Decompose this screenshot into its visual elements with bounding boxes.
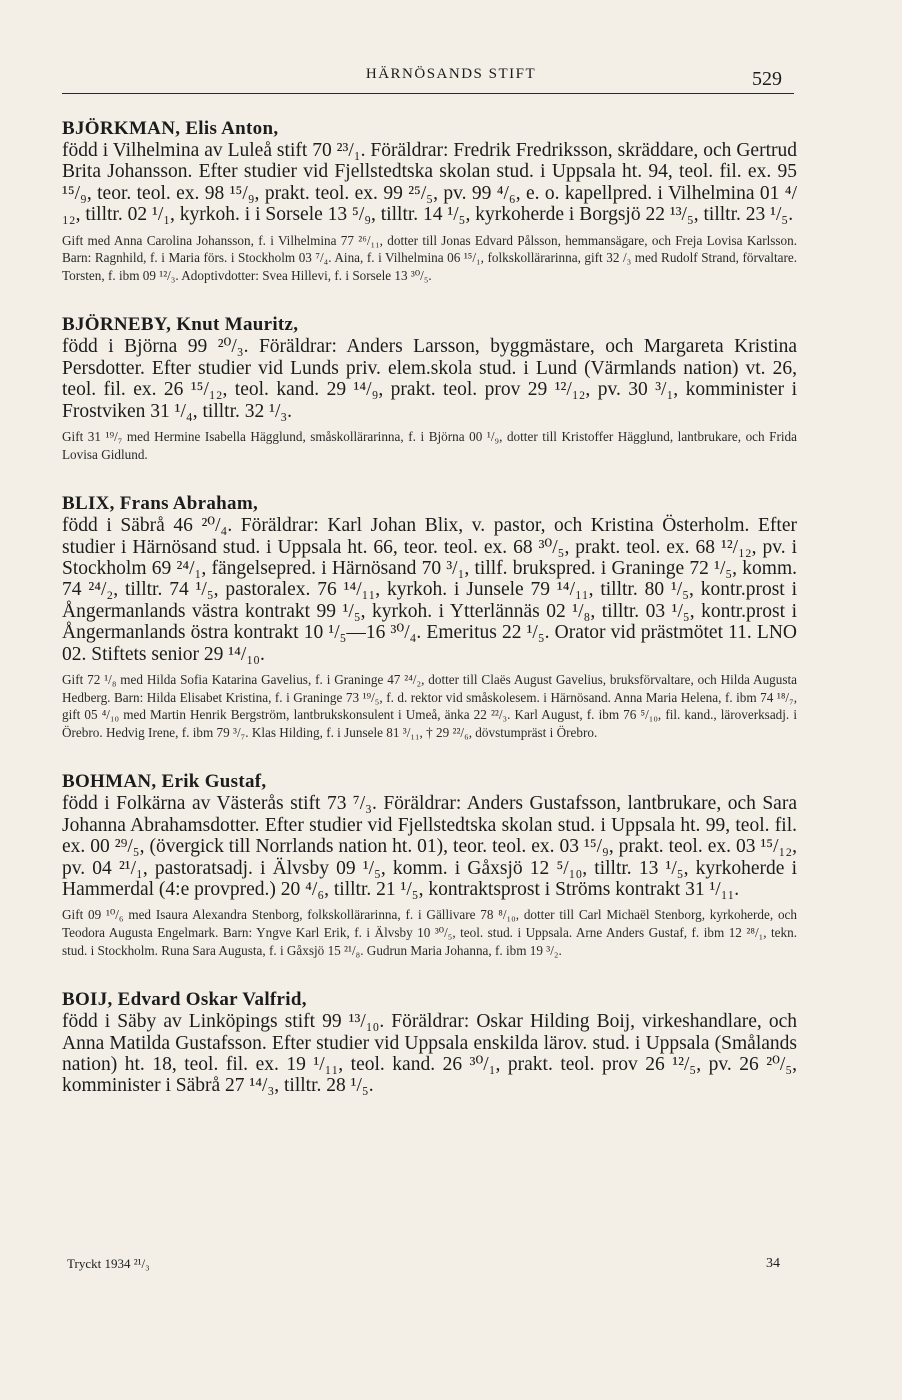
entry-biography: född i Säby av Linköpings stift 99 ¹³/₁₀. Föräldrar: Oskar Hilding Boij, virkeshandlare, och Anna Matilda Gustafsson. Efter studier vid Uppsala enskilda lärov. stud. i Uppsala (Smålands nation) ht. 18, teol. fil. ex. 19 ¹/₁₁, teol. kand. 26 ³⁰/₁, prakt. teol. prov 26 ¹²/₅, pv. 26 ²⁰/₅, komminister i Säbrå 27 ¹⁴/₃, tilltr. 28 ¹/₅. [62,1011,797,1097]
entry-name: BOHMAN, Erik Gustaf, [62,771,267,793]
biography-entry [62,771,797,959]
entry-name: BOIJ, Edvard Oskar Valfrid, [62,989,307,1011]
entry-family: Gift med Anna Carolina Johansson, f. i Vilhelmina 77 ²⁶/₁₁, dotter till Jonas Edvard Pålsson, hemmansägare, och Freja Lovisa Karlsson. Barn: Ragnhild, f. i Maria förs. i Stockholm 03 ⁷/₄. Aina, f. i Vilhelmina 06 ¹⁵/₁, folkskollärarinna, gift 32 /₃ med Rudolf Strand, förvaltare. Torsten, f. ibm 09 ¹²/₃. Adoptivdotter: Svea Hillevi, f. i Sorsele 13 ³⁰/₅. [62,232,797,283]
entry-family: Gift 31 ¹⁹/₇ med Hermine Isabella Hägglund, småskollärarinna, f. i Björna 00 ¹/₉, dotter till Kristoffer Hägglund, lantbrukare, och Frida Lovisa Gidlund. [62,429,797,462]
entry-name: BJÖRNEBY, Knut Mauritz, [62,314,299,336]
header-rule [62,93,794,94]
entry-family: Gift 09 ¹⁰/₆ med Isaura Alexandra Stenborg, folkskollärarinna, f. i Gällivare 78 ⁸/₁₀, dotter till Carl Michaël Stenborg, kyrkoherde, och Teodora Augusta Engelmark. Barn: Yngve Karl Erik, f. i Älvsby 10 ³⁰/₅, teol. stud. i Uppsala. Arne Anders Gustaf, f. ibm 12 ²⁸/₁, tekn. stud. i Stockholm. Runa Sara Augusta, f. i Gåxsjö 15 ²¹/₈. Gudrun Maria Johanna, f. ibm 19 ³/₂. [62,907,797,958]
biography-entry [62,989,797,1097]
entry-biography: född i Säbrå 46 ²⁰/₄. Föräldrar: Karl Johan Blix, v. pastor, och Kristina Österholm. Efter studier i Härnösand stud. i Uppsala ht. 66, teor. teol. ex. 68 ³⁰/₅, prakt. teol. ex. 68 ¹²/₁₂, pv. i Stockholm 69 ²⁴/₁, fängelsepred. i Härnösand 70 ³/₁, tillf. brukspred. i Graninge 72 ¹/₅, komm. 74 ²⁴/₂, tilltr. 74 ¹/₅, pastoralex. 76 ¹⁴/₁₁, kyrkoh. i Junsele 79 ¹⁴/₁₁, tilltr. 80 ¹/₅, kontr.prost i Ångermanlands västra kontrakt 99 ¹/₅, kyrkoh. i Ytterlännäs 02 ¹/₈, tilltr. 03 ¹/₅, kontr.prost i Ångermanlands östra kontrakt 10 ¹/₅—16 ³⁰/₄. Emeritus 22 ¹/₅. Orator vid prästmötet 11. LNO 02. Stiftets senior 29 ¹⁴/₁₀. [62,515,797,665]
entry-biography: född i Björna 99 ²⁰/₃. Föräldrar: Anders Larsson, byggmästare, och Margareta Kristina Persdotter. Efter studier vid Lunds priv. elem.skola stud. i Lund (Värmlands nation) vt. 26, teol. fil. ex. 26 ¹⁵/₁₂, teol. kand. 29 ¹⁴/₉, prakt. teol. prov 29 ¹²/₁₂, pv. 30 ³/₁, komminister i Frostviken 31 ¹/₄, tilltr. 32 ¹/₃. [62,336,797,422]
running-head: HÄRNÖSANDS STIFT [365,66,537,82]
biography-entry [62,314,797,463]
print-note: Tryckt 1934 ²¹/₃ [67,1256,150,1271]
biography-list [62,118,797,1127]
entry-biography: född i Vilhelmina av Luleå stift 70 ²³/₁. Föräldrar: Fredrik Fredriksson, skräddare, och Gertrud Brita Johansson. Efter studier vid Fjellstedtska skolan stud. i Uppsala ht. 94, teol. fil. ex. 95 ¹⁵/₉, teor. teol. ex. 98 ¹⁵/₉, prakt. teol. ex. 99 ²⁵/₅, pv. 99 ⁴/₆, e. o. kapellpred. i Vilhelmina 01 ⁴/₁₂, tilltr. 02 ¹/₁, kyrkoh. i i Sorsele 13 ⁵/₉, tilltr. 14 ¹/₅, kyrkoherde i Borgsjö 22 ¹³/₅, tilltr. 23 ¹/₅. [62,140,797,226]
page-number: 529 [752,68,782,90]
entry-biography: född i Folkärna av Västerås stift 73 ⁷/₃. Föräldrar: Anders Gustafsson, lantbrukare, och Sara Johanna Abrahamsdotter. Efter studier vid Fjellstedtska skolan stud. i Uppsala ht. 99, teol. fil. ex. 00 ²⁹/₅, (övergick till Norrlands nation ht. 01), teor. teol. ex. 03 ¹⁵/₉, prakt. teol. ex. 03 ¹⁵/₁₂, pv. 04 ²¹/₁, pastoratsadj. i Älvsby 09 ¹/₅, komm. i Gåxsjö 12 ⁵/₁₀, tilltr. 13 ¹/₅, kyrkoherde i Hammerdal (4:e provpred.) 20 ⁴/₆, tilltr. 21 ¹/₅, kontraktsprost i Ströms kontrakt 31 ¹/₁₁. [62,793,797,901]
biography-entry [62,118,797,284]
biography-entry [62,493,797,741]
entry-family: Gift 72 ¹/₈ med Hilda Sofia Katarina Gavelius, f. i Graninge 47 ²⁴/₂, dotter till Claës August Gavelius, bruksförvaltare, och Hilda Augusta Hedberg. Barn: Hilda Elisabet Kristina, f. i Graninge 73 ¹⁹/₅, f. d. rektor vid småskolesem. i Härnösand. Anna Maria Helena, f. ibm 74 ¹⁸/₇, gift 05 ⁴/₁₀ med Martin Henrik Bergström, lantbrukskonsulent i Umeå, änka 22 ²²/₃. Karl August, f. ibm 76 ⁵/₁₀, fil. kand., läroverksadj. i Örebro. Hedvig Irene, f. ibm 79 ³/₇. Klas Hilding, f. i Junsele 81 ³/₁₁, † 29 ²²/₆, dövstumpräst i Örebro. [62,672,797,740]
entry-name: BLIX, Frans Abraham, [62,493,259,515]
entry-name: BJÖRKMAN, Elis Anton, [62,118,279,139]
signature-mark: 34 [766,1256,780,1271]
